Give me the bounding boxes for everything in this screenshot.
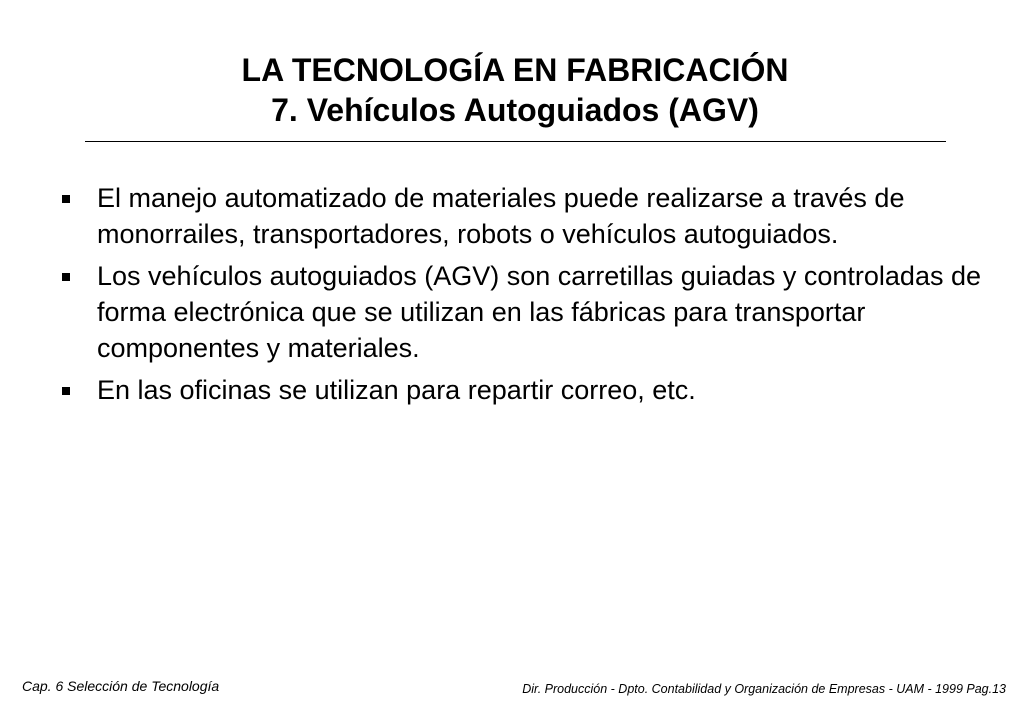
square-bullet-icon <box>62 273 70 281</box>
bullet-item <box>60 180 990 252</box>
bullet-item <box>60 258 990 366</box>
footer-chapter-label: Cap. 6 Selección de Tecnología <box>22 678 220 694</box>
bullet-list <box>60 180 990 414</box>
square-bullet-icon <box>62 195 70 203</box>
title-line-subtitle: 7. Vehículos Autoguiados (AGV) <box>271 92 759 128</box>
title-line-main: LA TECNOLOGÍA EN FABRICACIÓN <box>241 52 789 88</box>
slide-title <box>85 50 945 130</box>
bullet-text: El manejo automatizado de materiales puede realizarse a través de monorrailes, transportadores, robots o vehículos autoguiados. <box>97 183 905 249</box>
title-divider <box>85 141 946 142</box>
footer-credit-page: Dir. Producción - Dpto. Contabilidad y Organización de Empresas - UAM - 1999 Pag.13 <box>522 682 1006 696</box>
square-bullet-icon <box>62 387 70 395</box>
bullet-item <box>60 372 990 408</box>
bullet-text: En las oficinas se utilizan para repartir correo, etc. <box>97 375 696 405</box>
bullet-text: Los vehículos autoguiados (AGV) son carretillas guiadas y controladas de forma electrónica que se utilizan en las fábricas para transportar componentes y materiales. <box>97 261 981 363</box>
